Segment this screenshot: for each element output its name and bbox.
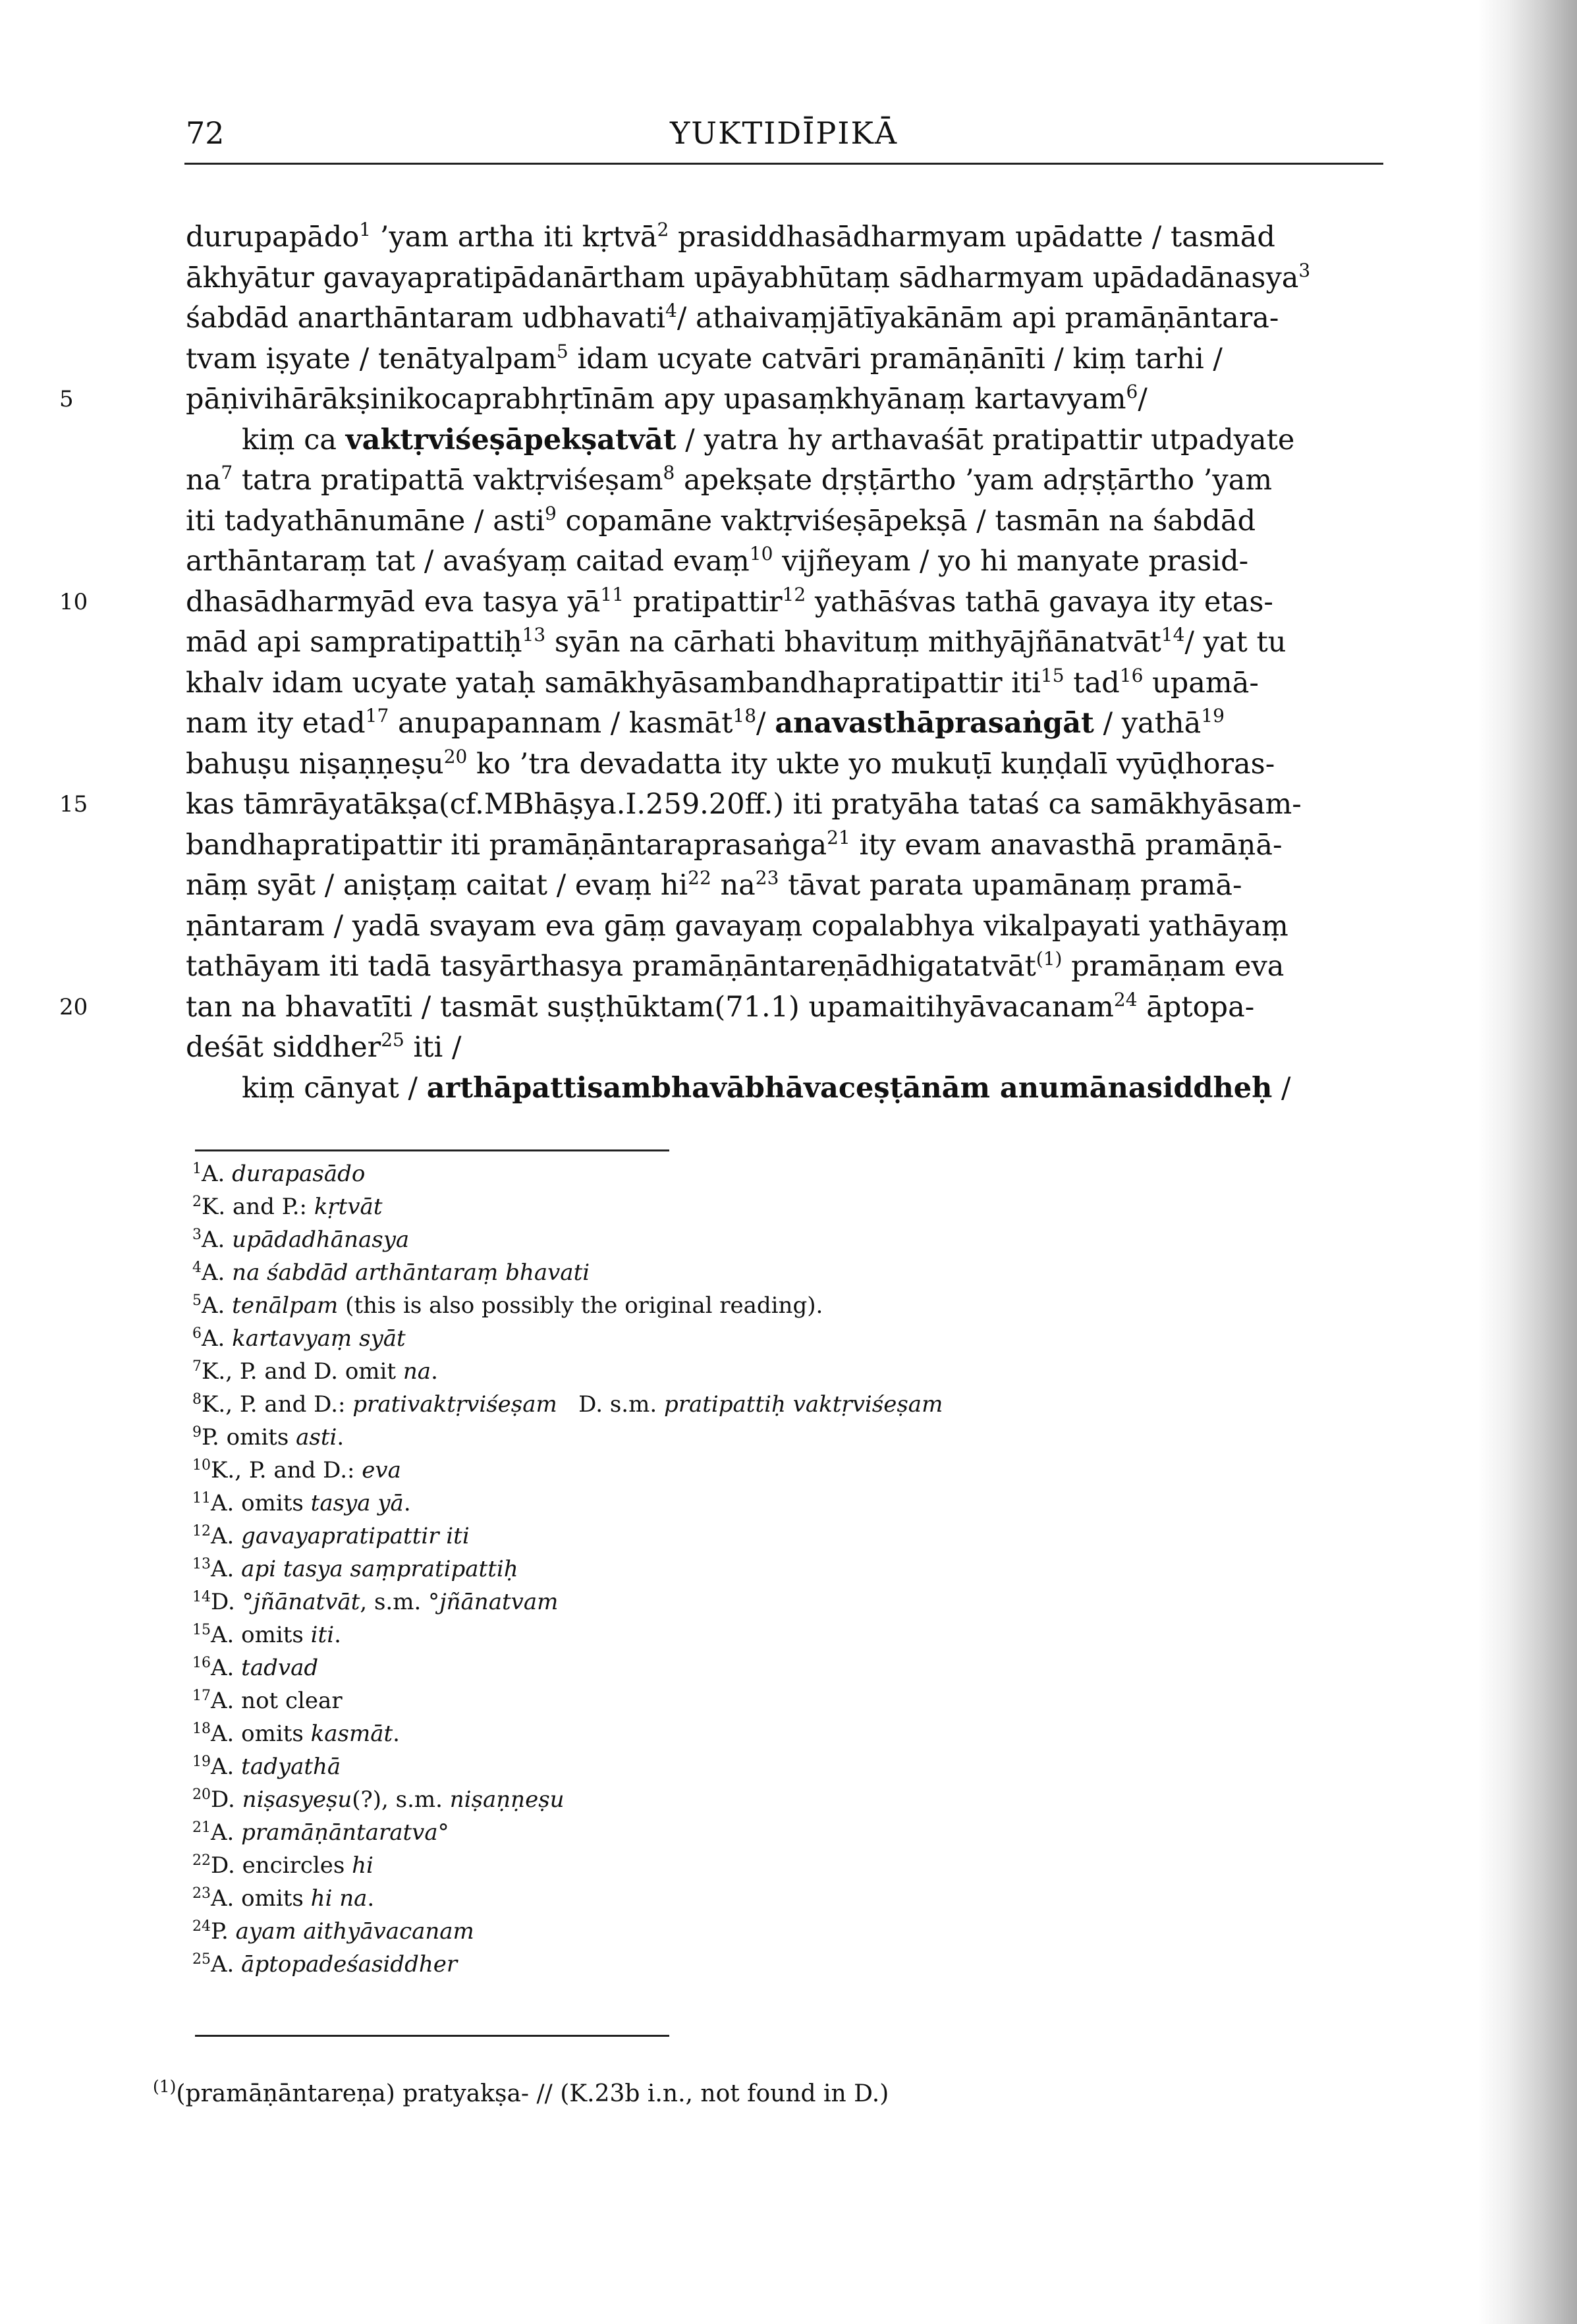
footnote-text: A. na śabdād arthāntaraṃ bhavati bbox=[202, 1259, 590, 1286]
footnote bbox=[192, 1553, 1279, 1586]
footnote-number: 18 bbox=[192, 1721, 211, 1737]
text-line bbox=[186, 420, 1385, 461]
main-text bbox=[59, 217, 1385, 1109]
footnote-text: A. omits iti. bbox=[211, 1622, 341, 1648]
text-line bbox=[186, 298, 1385, 339]
line-text: iti tadyathānumāne / asti$^9$ copamāne vaktṛviśeṣāpekṣā / tasmān na śabdād bbox=[186, 502, 1256, 538]
line-text: dhasādharmyād eva tasya $yā^{11}$ pratipattir$^{12}$ yathāśvas tathā gavaya ity etas- bbox=[186, 583, 1273, 619]
line-number: 10 bbox=[59, 588, 88, 615]
footnote-text: A. āptopadeśasiddher bbox=[211, 1951, 458, 1978]
footnote-number: 12 bbox=[192, 1523, 211, 1539]
footnote-text: A. gavayapratipattir iti bbox=[211, 1523, 470, 1549]
line-text: bahuṣu niṣaṇṇeṣu$^{20}$ ko ’tra devadatta ity ukte yo mukuṭī kuṇḍalī vyūḍhoras- bbox=[186, 745, 1275, 781]
page-number: 72 bbox=[186, 115, 225, 151]
footnote bbox=[192, 1684, 1279, 1717]
text-line bbox=[59, 785, 1385, 825]
line-text: ākhyātur gavayapratipādanārtham upāyabhūtaṃ sādharmyam upādadānasya$^3$ bbox=[186, 259, 1311, 294]
footnote bbox=[192, 1618, 1279, 1651]
footnote bbox=[192, 1783, 1279, 1816]
footnote-text: K., P. and D.: eva bbox=[211, 1457, 401, 1483]
footnotes bbox=[192, 1157, 1279, 1981]
text-line bbox=[186, 622, 1385, 663]
line-text: nāṃ syāt / aniṣṭaṃ caitat / evaṃ $hi^{22}$ $na^{23}$ tāvat parata upamānaṃ pramā- bbox=[186, 867, 1242, 902]
footnote-number: 14 bbox=[192, 1589, 211, 1605]
footnote bbox=[192, 1190, 1279, 1223]
line-text: durupapādo$^1$ ’yam artha iti kṛtvā$^2$ prasiddhasādharmyam upādatte / tasmād bbox=[186, 219, 1275, 254]
footnote-number: 24 bbox=[192, 1918, 211, 1935]
footnote bbox=[192, 1717, 1279, 1750]
footnote-number: 22 bbox=[192, 1852, 211, 1869]
footnote bbox=[192, 1915, 1279, 1948]
footnote-number: 10 bbox=[192, 1457, 211, 1474]
line-number: 15 bbox=[59, 791, 88, 817]
footnote-number: 3 bbox=[192, 1227, 202, 1243]
footnote bbox=[192, 1157, 1279, 1190]
footnote-text: A. tenālpam (this is also possibly the original reading). bbox=[202, 1292, 823, 1319]
text-line bbox=[59, 582, 1385, 623]
footnote bbox=[192, 1816, 1279, 1849]
line-text: tan na bhavatīti / tasmāt suṣṭhūktam(71.1) upamaitihyāvacanam$^{24}$ āptopa- bbox=[186, 988, 1255, 1024]
line-text: tathāyam iti tadā tasyārthasya pramāṇāntareṇādhigatatvāt$^{(1)}$ pramāṇam eva bbox=[186, 948, 1285, 983]
text-line bbox=[186, 744, 1385, 785]
footnote bbox=[192, 1487, 1279, 1520]
line-text: pāṇivihārākṣinikocaprabhṛtīnām apy upasaṃkhyānaṃ kartavyam$^6$/ bbox=[186, 381, 1148, 416]
line-number: 20 bbox=[59, 993, 88, 1020]
text-line bbox=[186, 258, 1385, 299]
footnote-text: A. tadyathā bbox=[211, 1754, 341, 1780]
text-line bbox=[186, 866, 1385, 906]
footnote-number: 11 bbox=[192, 1490, 211, 1507]
editorial-note-marker: (1) bbox=[153, 2077, 177, 2096]
footnote-number: 8 bbox=[192, 1391, 202, 1408]
footnote-text: A. not clear bbox=[211, 1688, 343, 1714]
footnote-text: A. omits tasya yā. bbox=[211, 1490, 411, 1516]
text-line bbox=[186, 541, 1385, 582]
footnote-text: A. kartavyaṃ syāt bbox=[202, 1325, 406, 1352]
footnote-text: A. pramāṇāntaratva° bbox=[211, 1819, 449, 1846]
line-text: ṇāntaram / yadā svayam eva gāṃ gavayaṃ copalabhya vikalpayati yathāyaṃ bbox=[186, 909, 1288, 943]
footnote-number: 15 bbox=[192, 1622, 211, 1638]
footnote bbox=[192, 1421, 1279, 1454]
footnote-text: K. and P.: kṛtvāt bbox=[202, 1194, 383, 1220]
footnote-text: A. api tasya saṃpratipattiḥ bbox=[211, 1556, 518, 1582]
footnote bbox=[192, 1586, 1279, 1618]
line-text: arthāntaraṃ tat / avaśyaṃ caitad evaṃ$^{10}$ vijñeyam / yo hi manyate prasid- bbox=[186, 543, 1249, 578]
line-text: śabdād anarthāntaram udbhavati$^4$/ athaivaṃjātīyakānām api pramāṇāntara- bbox=[186, 300, 1279, 335]
line-text: bandhapratipattir iti pramāṇāntaraprasaṅga$^{21}$ ity evam anavasthā pramāṇā- bbox=[186, 826, 1283, 862]
editorial-note bbox=[153, 2077, 1339, 2107]
footnote-text: D. °jñānatvāt, s.m. °jñānatvam bbox=[211, 1589, 559, 1615]
footnote-text: A. omits kasmāt. bbox=[211, 1721, 400, 1747]
running-title: YUKTIDĪPIKĀ bbox=[669, 115, 899, 151]
line-text: khalv idam ucyate yataḥ samākhyāsambandhapratipattir iti$^{15}$ tad$^{16}$ upamā- bbox=[186, 664, 1259, 700]
footnote-text: A. upādadhānasya bbox=[202, 1227, 410, 1253]
line-number: 5 bbox=[59, 386, 74, 412]
line-text: deśāt siddher$^{25}$ iti / bbox=[186, 1029, 462, 1064]
footnote bbox=[192, 1651, 1279, 1684]
text-line bbox=[186, 217, 1385, 258]
footnote-number: 7 bbox=[192, 1358, 202, 1375]
line-text: kiṃ cānyat / arthāpattisambhavābhāvaceṣṭānām anumānasiddheḥ / bbox=[242, 1071, 1291, 1105]
footnote-text: A. omits hi na. bbox=[211, 1885, 375, 1912]
line-text: $na^7$ tatra pratipattā vaktṛviśeṣam$^8$ apekṣate dṛṣṭārtho ’yam adṛṣṭārtho ’yam bbox=[186, 462, 1273, 497]
footnote bbox=[192, 1849, 1279, 1882]
footnote-number: 5 bbox=[192, 1292, 202, 1309]
text-line bbox=[186, 1068, 1385, 1109]
footnote-text: P. omits asti. bbox=[202, 1424, 345, 1451]
footnote-number: 9 bbox=[192, 1424, 202, 1441]
footnote-text: D. niṣasyeṣu(?), s.m. niṣaṇṇeṣu bbox=[211, 1786, 565, 1813]
footnote bbox=[192, 1388, 1279, 1421]
footnote bbox=[192, 1882, 1279, 1915]
text-line bbox=[186, 460, 1385, 501]
footnote-number: 2 bbox=[192, 1194, 202, 1210]
footnote-number: 6 bbox=[192, 1325, 202, 1342]
text-line bbox=[59, 987, 1385, 1028]
text-line bbox=[186, 1028, 1385, 1068]
line-text: mād api sampratipattiḥ$^{13}$ syān na cārhati bhavituṃ mithyājñānatvāt$^{14}$/ yat tu bbox=[186, 624, 1286, 659]
footnote-number: 20 bbox=[192, 1786, 211, 1803]
footnote bbox=[192, 1948, 1279, 1981]
footnote-number: 4 bbox=[192, 1259, 202, 1276]
footnote-number: 13 bbox=[192, 1556, 211, 1572]
line-text: kiṃ ca vaktṛviśeṣāpekṣatvāt / yatra hy arthavaśāt pratipattir utpadyate bbox=[242, 423, 1295, 456]
footnote-text: A. durapasādo bbox=[202, 1161, 366, 1187]
text-line bbox=[186, 501, 1385, 542]
footnote bbox=[192, 1520, 1279, 1553]
footnote bbox=[192, 1750, 1279, 1783]
line-text: kas tāmrāyatākṣa(cf.MBhāṣya.I.259.20ff.) iti pratyāha tataś ca samākhyāsam- bbox=[186, 788, 1302, 821]
text-line bbox=[186, 704, 1385, 744]
line-text: tvam iṣyate / tenātyalpam$^5$ idam ucyate catvāri pramāṇānīti / kiṃ tarhi / bbox=[186, 340, 1223, 375]
running-header bbox=[184, 115, 1383, 165]
editorial-note-text: (pramāṇāntareṇa) pratyakṣa- // (K.23b i.n., not found in D.) bbox=[176, 2080, 889, 2107]
text-line bbox=[186, 825, 1385, 866]
text-line bbox=[59, 379, 1385, 420]
footnote-number: 21 bbox=[192, 1819, 211, 1836]
footnote bbox=[192, 1322, 1279, 1355]
footnote-text: K., P. and D.: prativaktṛviśeṣam D. s.m. pratipattiḥ vaktṛviśeṣam bbox=[202, 1391, 943, 1418]
line-text: nam ity etad$^{17}$ anupapannam / kasmāt$^{18}$/ anavasthāprasaṅgāt / yathā$^{19}$ bbox=[186, 705, 1225, 740]
endnote-separator-rule bbox=[195, 2035, 669, 2037]
footnote-number: 19 bbox=[192, 1754, 211, 1770]
footnote-number: 17 bbox=[192, 1688, 211, 1704]
footnote-separator-rule bbox=[195, 1149, 669, 1151]
footnote-number: 23 bbox=[192, 1885, 211, 1902]
footnote-text: A. tadvad bbox=[211, 1655, 319, 1681]
text-line bbox=[186, 906, 1385, 947]
footnote-number: 16 bbox=[192, 1655, 211, 1671]
scanned-page-edge-shadow bbox=[1478, 0, 1577, 2324]
text-line bbox=[186, 339, 1385, 380]
footnote bbox=[192, 1355, 1279, 1388]
footnote-text: P. ayam aithyāvacanam bbox=[211, 1918, 474, 1945]
footnote-text: D. encircles hi bbox=[211, 1852, 374, 1879]
footnote-number: 25 bbox=[192, 1951, 211, 1968]
footnote bbox=[192, 1289, 1279, 1322]
footnote bbox=[192, 1223, 1279, 1256]
text-line bbox=[186, 947, 1385, 987]
text-line bbox=[186, 663, 1385, 704]
footnote bbox=[192, 1454, 1279, 1487]
footnote-number: 1 bbox=[192, 1161, 202, 1177]
footnote bbox=[192, 1256, 1279, 1289]
footnote-text: K., P. and D. omit na. bbox=[202, 1358, 438, 1385]
